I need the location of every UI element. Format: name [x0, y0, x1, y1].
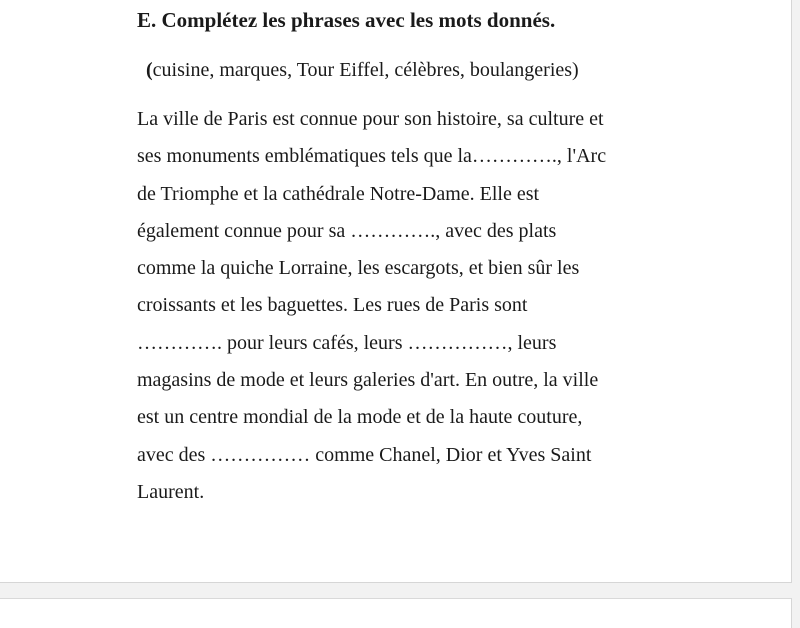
passage-line: avec des …………… comme Chanel, Dior et Yves Saint: [137, 443, 592, 466]
exercise-passage: [137, 101, 606, 511]
passage-line: Laurent.: [137, 480, 205, 503]
word-bank: [146, 56, 579, 84]
passage-line: …………. pour leurs cafés, leurs ……………, leurs: [137, 331, 557, 354]
passage-line: croissants et les baguettes. Les rues de Paris sont: [137, 294, 528, 317]
passage-line: ses monuments emblématiques tels que la…………., l'Arc: [137, 145, 607, 168]
exercise-heading: E. Complétez les phrases avec les mots donnés.: [137, 8, 556, 32]
passage-line: également connue pour sa …………., avec des plats: [137, 219, 557, 242]
word-bank-open-paren: (: [146, 59, 153, 81]
passage-line: magasins de mode et leurs galeries d'art. En outre, la ville: [137, 369, 599, 392]
passage-line: est un centre mondial de la mode et de la haute couture,: [137, 406, 583, 429]
next-page-edge: [0, 598, 792, 628]
passage-line: La ville de Paris est connue pour son histoire, sa culture et: [137, 108, 604, 130]
passage-line: de Triomphe et la cathédrale Notre-Dame. Elle est: [137, 182, 540, 205]
word-bank-words: cuisine, marques, Tour Eiffel, célèbres, boulangeries): [152, 59, 579, 81]
passage-line: comme la quiche Lorraine, les escargots, et bien sûr les: [137, 257, 580, 280]
